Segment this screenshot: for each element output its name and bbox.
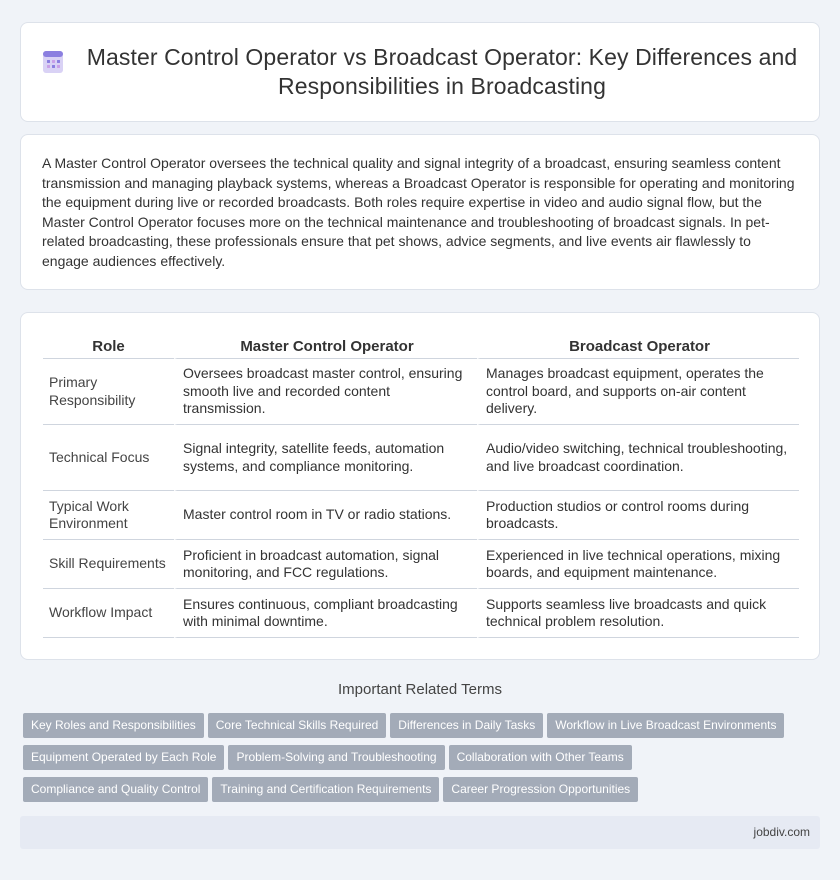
related-term-tag[interactable]: Career Progression Opportunities <box>443 777 638 802</box>
broadcast-cell: Experienced in live technical operations, mixing boards, and equipment maintenance. <box>477 540 799 589</box>
related-term-tag[interactable]: Differences in Daily Tasks <box>390 713 543 738</box>
broadcast-cell: Manages broadcast equipment, operates the control board, and supports on-air content delivery. <box>477 359 799 425</box>
row-label: Workflow Impact <box>43 589 174 638</box>
header-broadcast-operator: Broadcast Operator <box>477 335 799 359</box>
master-control-cell: Signal integrity, satellite feeds, automation systems, and compliance monitoring. <box>174 425 477 491</box>
table-row <box>43 359 799 425</box>
row-label: Skill Requirements <box>43 540 174 589</box>
row-label: Typical Work Environment <box>43 491 174 540</box>
broadcast-cell: Production studios or control rooms during broadcasts. <box>477 491 799 540</box>
table-row <box>43 540 799 589</box>
header-role: Role <box>43 335 174 359</box>
related-term-tag[interactable]: Problem-Solving and Troubleshooting <box>228 745 444 770</box>
related-term-tag[interactable]: Collaboration with Other Teams <box>449 745 632 770</box>
page-title: Master Control Operator vs Broadcast Operator: Key Differences and Responsibilities in Broadcasting <box>86 44 798 99</box>
related-term-tag[interactable]: Equipment Operated by Each Role <box>23 745 224 770</box>
related-term-tag[interactable]: Workflow in Live Broadcast Environments <box>547 713 784 738</box>
related-terms-heading: Important Related Terms <box>338 681 502 698</box>
master-control-cell: Ensures continuous, compliant broadcasting with minimal downtime. <box>174 589 477 638</box>
broadcast-cell: Supports seamless live broadcasts and quick technical problem resolution. <box>477 589 799 638</box>
row-label: Primary Responsibility <box>43 359 174 425</box>
comparison-card <box>20 312 820 660</box>
comparison-table <box>43 335 799 638</box>
master-control-cell: Proficient in broadcast automation, signal monitoring, and FCC regulations. <box>174 540 477 589</box>
master-control-cell: Oversees broadcast master control, ensuring smooth live and recorded content transmission. <box>174 359 477 425</box>
table-row <box>43 589 799 638</box>
header-card <box>20 22 820 122</box>
intro-card <box>20 134 820 290</box>
related-term-tag[interactable]: Training and Certification Requirements <box>212 777 439 802</box>
table-row <box>43 425 799 491</box>
table-header-row <box>43 335 799 359</box>
document-list-icon <box>40 49 66 75</box>
related-terms-list <box>23 713 813 809</box>
broadcast-cell: Audio/video switching, technical troubleshooting, and live broadcast coordination. <box>477 425 799 491</box>
master-control-cell: Master control room in TV or radio stations. <box>174 491 477 540</box>
table-row <box>43 491 799 540</box>
row-label: Technical Focus <box>43 425 174 491</box>
intro-text: A Master Control Operator oversees the technical quality and signal integrity of a broadcast, ensuring seamless content transmission and managing playback systems, whereas a Broadcast Operator is responsible for operating and monitoring the equipment during live or recorded broadcasts. Both roles require expertise in video and audio signal flow, but the Master Control Operator focuses more on the technical maintenance and troubleshooting of broadcast signals. In pet-related broadcasting, these professionals ensure that pet shows, advice segments, and live events air flawlessly to engage audiences effectively. <box>42 155 795 269</box>
footer-bar <box>20 816 820 849</box>
related-term-tag[interactable]: Core Technical Skills Required <box>208 713 387 738</box>
footer-site-link[interactable]: jobdiv.com <box>753 825 810 839</box>
header-master-control-operator: Master Control Operator <box>174 335 477 359</box>
related-term-tag[interactable]: Key Roles and Responsibilities <box>23 713 204 738</box>
related-term-tag[interactable]: Compliance and Quality Control <box>23 777 208 802</box>
